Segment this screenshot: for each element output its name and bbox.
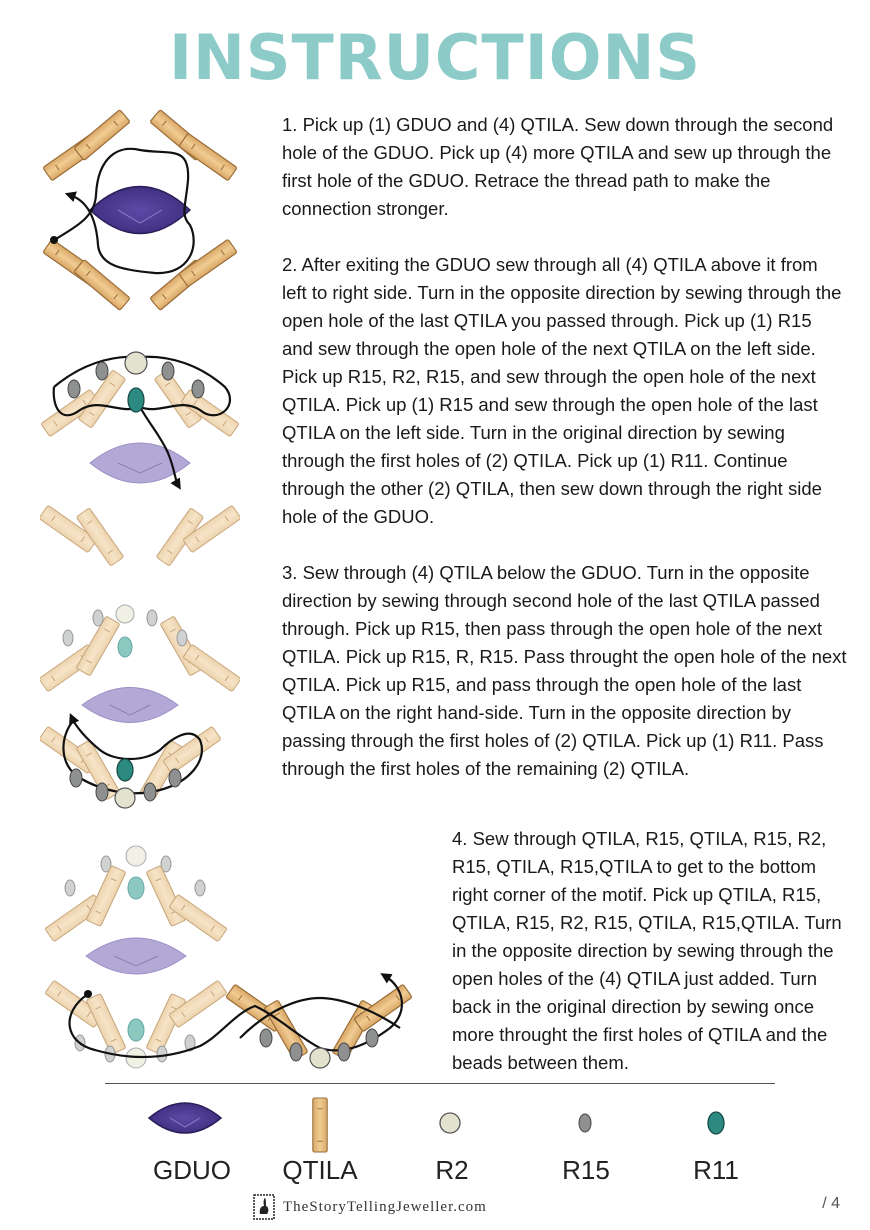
r15-bead <box>96 783 108 801</box>
site-link[interactable]: TheStoryTellingJeweller.com <box>283 1198 487 1215</box>
r11-bead <box>117 759 133 781</box>
step-1-diagram <box>40 105 240 315</box>
r15-bead <box>162 362 174 380</box>
r2-bead <box>125 352 147 374</box>
legend-r11 <box>651 1093 781 1153</box>
step-1-text: 1. Pick up (1) GDUO and (4) QTILA. Sew down through the second hole of the GDUO. Pick up (4) more QTILA and sew up through the first hole of the GDUO. Retrace the thread path to make the connection stronger. <box>282 114 834 219</box>
r11-bead <box>128 388 144 412</box>
r15-bead <box>177 630 187 646</box>
r15-bead <box>366 1029 378 1047</box>
rabbit-logo-icon <box>253 1194 275 1220</box>
step-2-diagram <box>40 345 240 570</box>
r2-bead <box>310 1048 330 1068</box>
r15-bead <box>68 380 80 398</box>
r11-bead <box>128 877 144 899</box>
qtila-bead <box>179 239 237 287</box>
step-2-text: 2. After exiting the GDUO sew through all (4) QTILA above it from left to right side. Turn in the opposite direction by sewing through the open hole of the last QTILA you passed through. Pick up (1) R15 and sew through the open hole of the next QTILA on the left side. Pick up R15, R2, R15, and sew through the open hole of the next QTILA. Pick up (1) R15 and sew through the open hole of the last QTILA on the left side. Turn in the original direction by sewing through the first holes of (2) QTILA. Pick up (1) R11. Continue through the other (2) QTILA, then sew down through the right side hole of the GDUO. <box>282 254 842 527</box>
r15-bead <box>169 769 181 787</box>
legend-label-qtila: QTILA <box>282 1155 358 1185</box>
r2-bead <box>115 788 135 808</box>
r2-bead <box>116 605 134 623</box>
r15-bead <box>192 380 204 398</box>
page-title: INSTRUCTIONS <box>168 21 702 94</box>
footer <box>253 1192 487 1222</box>
page-number: / 4 <box>822 1195 840 1212</box>
legend-label-gduo: GDUO <box>153 1155 231 1185</box>
step-3-diagram <box>40 600 240 815</box>
r11-bead <box>118 637 132 657</box>
r11-bead-icon <box>701 1093 731 1153</box>
step-3-text: 3. Sew through (4) QTILA below the GDUO. Turn in the opposite direction by sewing through second hole of the last QTILA passed through. Pick up R15, then pass through the open hole of the next QTILA. Pick up R15, R, R15. Pass throught the open hole of the next QTILA. Pick up R15, and pass through the open hole of the last QTILA on the right hand-side. Turn in the opposite direction by passing through the first holes of (2) QTILA. Pick up (1) R11. Pass through the first holes of the remaining (2) QTILA. <box>282 562 847 779</box>
legend-label-r11: R11 <box>693 1155 739 1185</box>
legend-label-r2: R2 <box>435 1155 469 1185</box>
r15-bead <box>93 610 103 626</box>
r15-bead <box>65 880 75 896</box>
r15-bead <box>147 610 157 626</box>
legend-gduo <box>120 1093 250 1143</box>
legend-r15 <box>520 1093 650 1153</box>
legend-label-r15: R15 <box>562 1155 610 1185</box>
legend-divider <box>105 1083 775 1084</box>
r15-bead <box>63 630 73 646</box>
step-4-diagram <box>40 838 415 1078</box>
gduo-bead <box>90 187 190 234</box>
r15-bead <box>260 1029 272 1047</box>
r15-bead <box>144 783 156 801</box>
r15-bead <box>70 769 82 787</box>
r2-bead <box>126 846 146 866</box>
qtila-bead-icon <box>305 1093 335 1157</box>
r15-bead <box>157 1046 167 1062</box>
gduo-bead <box>86 938 186 974</box>
gduo-bead-icon <box>145 1093 225 1143</box>
legend-r2 <box>385 1093 515 1153</box>
r2-bead-icon <box>435 1093 465 1153</box>
r11-bead <box>128 1019 144 1041</box>
r15-bead <box>195 880 205 896</box>
gduo-bead <box>82 688 178 723</box>
r15-bead <box>290 1043 302 1061</box>
r15-bead-icon <box>570 1093 600 1153</box>
r15-bead <box>96 362 108 380</box>
qtila-bead <box>74 110 130 161</box>
step-4-text: 4. Sew through QTILA, R15, QTILA, R15, R2, R15, QTILA, R15,QTILA to get to the bottom right corner of the motif. Pick up QTILA, R15, QTILA, R15, R2, R15, QTILA, R15,QTILA. Turn in the opposite direction by sewing through the open holes of the (4) QTILA just added. Turn back in the original direction by sewing once more throught the first holes of QTILA and the beads between them. <box>452 828 842 1073</box>
r15-bead <box>338 1043 350 1061</box>
legend-qtila <box>255 1093 385 1157</box>
